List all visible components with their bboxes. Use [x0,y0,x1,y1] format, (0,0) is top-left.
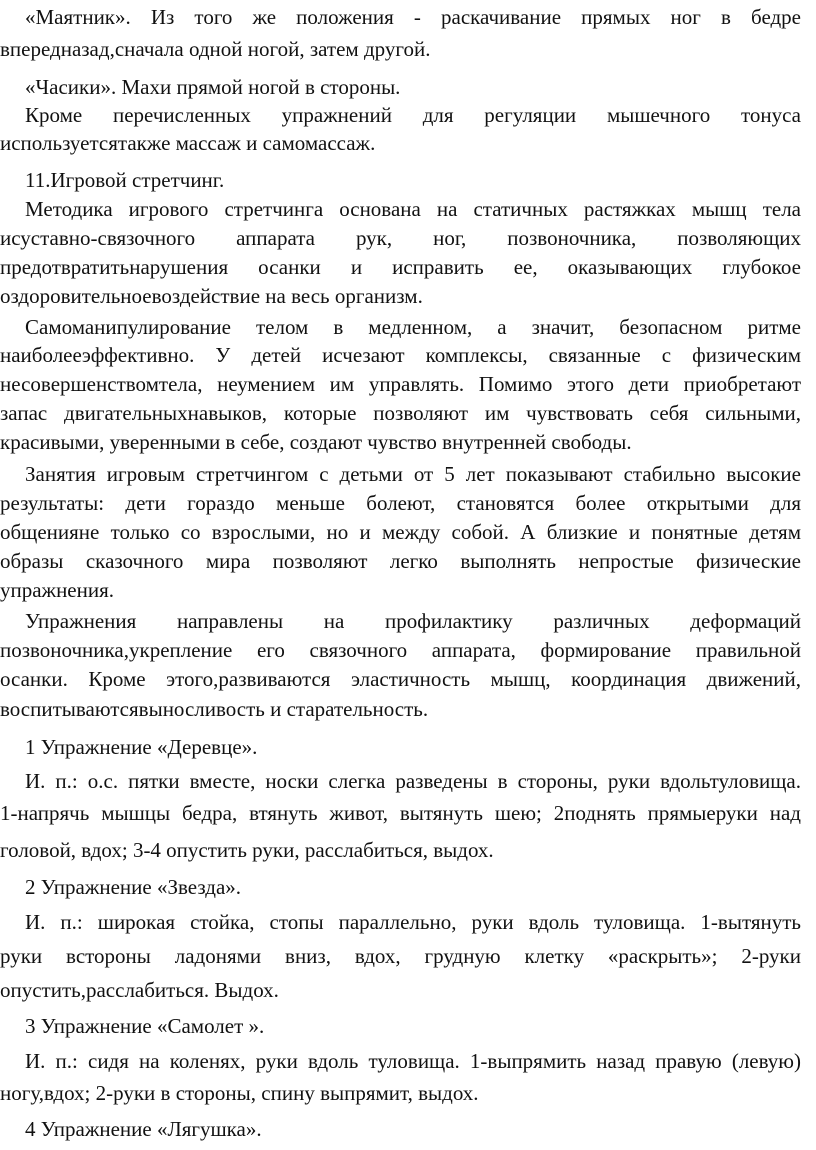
text-line: оздоровительноевоздействие на весь организм. [0,284,423,308]
text-line: упражнения. [0,578,115,602]
text-line: впередназад,сначала одной ногой, затем другой. [0,37,431,61]
text-line: предотвратитьнарушения осанки и исправить ее, оказывающих глубокое [0,255,801,279]
text-line: ногу,вдох; 2-руки в стороны, спину выпрямит, выдох. [0,1081,479,1105]
text-line: запас двигательныхнавыков, которые позволяют им чувствовать себя сильными, [0,401,801,425]
text-line: «Маятник». Из того же положения - раскачивание прямых ног в бедре [25,5,801,29]
text-line: исуставно-связочного аппарата рук, ног, позвоночника, позволяющих [0,226,801,250]
text-line: И. п.: о.с. пятки вместе, носки слегка разведены в стороны, руки вдольтуловища. [25,769,801,793]
text-line: позвоночника,укрепление его связочного аппарата, формирование правильной [0,638,801,662]
text-line: наиболееэффективно. У детей исчезают комплексы, связанные с физическим [0,343,801,367]
text-line: Кроме перечисленных упражнений для регуляции мышечного тонуса [25,103,801,127]
text-line: осанки. Кроме этого,развиваются эластичность мышц, координация движений, [0,667,801,691]
text-line: И. п.: сидя на коленях, руки вдоль туловища. 1-выпрямить назад правую (левую) [25,1049,801,1073]
text-line: опустить,расслабиться. Выдох. [0,978,279,1002]
text-line: результаты: дети гораздо меньше болеют, становятся более открытыми для [0,491,801,515]
text-line: используетсятакже массаж и самомассаж. [0,131,376,155]
exercise-heading: 3 Упражнение «Самолет ». [25,1014,265,1038]
text-line: красивыми, уверенными в себе, создают чувство внутренней свободы. [0,430,632,454]
text-line: общенияне только со взрослыми, но и между собой. А близкие и понятные детям [0,520,801,544]
exercise-heading: 1 Упражнение «Деревце». [25,735,258,759]
text-line: образы сказочного мира позволяют легко выполнять непростые физические [0,549,801,573]
text-line: несовершенствомтела, неумением им управлять. Помимо этого дети приобретают [0,372,801,396]
text-line: головой, вдох; 3-4 опустить руки, расслабиться, выдох. [0,838,494,862]
text-line: И. п.: широкая стойка, стопы параллельно, руки вдоль туловища. 1-вытянуть [25,910,801,934]
section-heading: 11.Игровой стретчинг. [25,168,225,192]
exercise-heading: 4 Упражнение «Лягушка». [25,1117,262,1141]
text-line: Самоманипулирование телом в медленном, а значит, безопасном ритме [25,315,801,339]
text-line: Методика игрового стретчинга основана на статичных растяжках мышц тела [25,197,801,221]
text-line: Занятия игровым стретчингом с детьми от 5 лет показывают стабильно высокие [25,462,801,486]
text-line: «Часики». Махи прямой ногой в стороны. [25,75,401,99]
text-line: Упражнения направлены на профилактику различных деформаций [25,609,801,633]
text-line: 1-напрячь мышцы бедра, втянуть живот, вытянуть шею; 2поднять прямыеруки над [0,801,801,825]
text-line: воспитываютсявыносливость и старательность. [0,697,429,721]
exercise-heading: 2 Упражнение «Звезда». [25,875,242,899]
text-line: руки встороны ладонями вниз, вдох, грудную клетку «раскрыть»; 2-руки [0,944,801,968]
